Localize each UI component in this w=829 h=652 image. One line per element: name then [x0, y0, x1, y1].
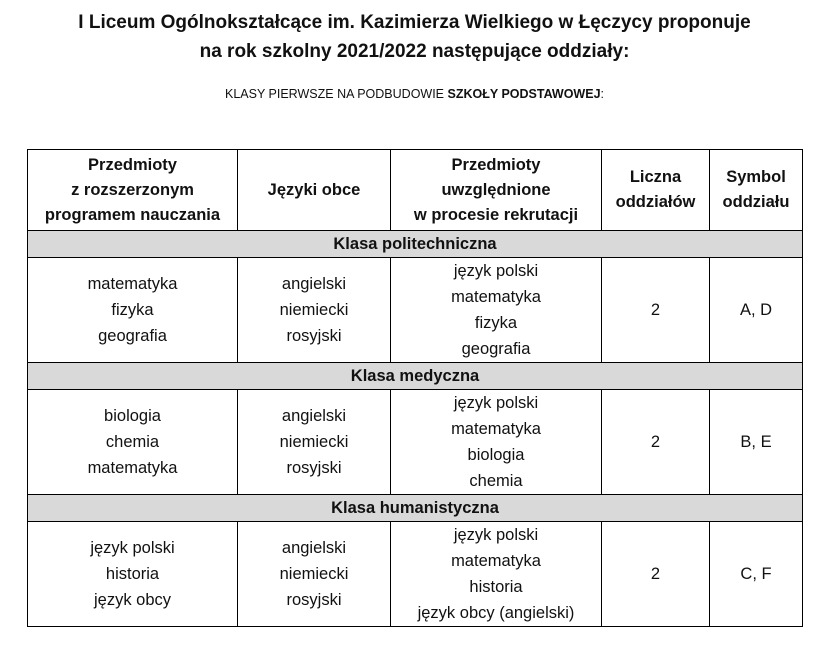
header-row	[28, 150, 803, 231]
header-text: uwzględnione	[441, 180, 551, 199]
subtitle-bold: SZKOŁY PODSTAWOWEJ	[447, 87, 601, 101]
list-item: język polski	[453, 262, 539, 280]
extended-subjects-cell	[28, 522, 238, 627]
header-class-count	[602, 150, 710, 231]
list-item: język polski	[453, 394, 539, 412]
header-text: oddziałów	[615, 193, 696, 211]
class-symbol-cell: C, F	[710, 522, 803, 627]
list-item: fizyka	[474, 314, 518, 332]
section-title: Klasa politechniczna	[28, 231, 803, 258]
class-count-cell: 2	[602, 390, 710, 495]
header-languages	[238, 150, 391, 231]
table-row	[28, 522, 803, 627]
list-item: matematyka	[451, 552, 541, 570]
header-text: z rozszerzonym	[71, 180, 194, 199]
list-item: geografia	[461, 340, 531, 358]
list-item: angielski	[281, 539, 347, 557]
list-item: język obcy (angielski)	[417, 604, 575, 622]
list-item: język obcy	[93, 591, 172, 609]
header-text: oddziału	[722, 193, 790, 211]
languages-cell	[238, 258, 391, 363]
header-extended-subjects	[28, 150, 238, 231]
list-item: niemiecki	[279, 301, 349, 319]
list-item: niemiecki	[279, 433, 349, 451]
header-text: Liczna	[629, 168, 682, 186]
header-text: Języki obce	[267, 180, 361, 199]
subtitle-prefix: KLASY PIERWSZE NA PODBUDOWIE	[224, 87, 448, 101]
list-item: angielski	[281, 407, 347, 425]
section-title: Klasa humanistyczna	[28, 495, 803, 522]
recruitment-subjects-cell	[391, 522, 602, 627]
header-text: w procesie rekrutacji	[413, 205, 579, 224]
header-text: Przedmioty	[451, 155, 541, 174]
list-item: biologia	[104, 407, 161, 425]
languages-cell	[238, 522, 391, 627]
list-item: rosyjski	[286, 459, 342, 477]
list-item: fizyka	[111, 301, 154, 319]
table-row	[28, 258, 803, 363]
list-item: historia	[105, 565, 160, 583]
class-count-cell: 2	[602, 258, 710, 363]
list-item: język polski	[90, 539, 175, 557]
classes-table	[27, 149, 803, 627]
extended-subjects-cell	[28, 258, 238, 363]
class-count-cell: 2	[602, 522, 710, 627]
list-item: chemia	[469, 472, 523, 490]
list-item: rosyjski	[286, 327, 342, 345]
list-item: matematyka	[451, 420, 541, 438]
list-item: język polski	[453, 526, 539, 544]
section-title: Klasa medyczna	[28, 363, 803, 390]
class-symbol-cell: B, E	[710, 390, 803, 495]
header-text: Symbol	[726, 168, 786, 186]
recruitment-subjects-cell	[391, 258, 602, 363]
title-line-2: na rok szkolny 2021/2022 następujące oddziały:	[199, 41, 630, 62]
extended-subjects-cell	[28, 390, 238, 495]
page-title	[0, 8, 829, 66]
table-row	[28, 390, 803, 495]
section-row-medyczna	[28, 363, 803, 390]
list-item: rosyjski	[286, 591, 342, 609]
list-item: niemiecki	[279, 565, 349, 583]
title-line-1: I Liceum Ogólnokształcące im. Kazimierza Wielkiego w Łęczycy proponuje	[78, 12, 751, 33]
subtitle-suffix: :	[600, 87, 605, 101]
list-item: angielski	[281, 275, 347, 293]
list-item: matematyka	[87, 459, 178, 477]
section-row-humanistyczna	[28, 495, 803, 522]
list-item: historia	[469, 578, 523, 596]
list-item: geografia	[98, 327, 167, 345]
recruitment-subjects-cell	[391, 390, 602, 495]
list-item: matematyka	[451, 288, 541, 306]
languages-cell	[238, 390, 391, 495]
class-symbol-cell: A, D	[710, 258, 803, 363]
subtitle	[0, 86, 829, 102]
list-item: chemia	[105, 433, 160, 451]
section-row-politechniczna	[28, 231, 803, 258]
header-class-symbol	[710, 150, 803, 231]
header-text: Przedmioty	[88, 155, 177, 174]
header-recruitment-subjects	[391, 150, 602, 231]
list-item: biologia	[467, 446, 525, 464]
header-text: programem nauczania	[44, 205, 221, 224]
list-item: matematyka	[87, 275, 178, 293]
